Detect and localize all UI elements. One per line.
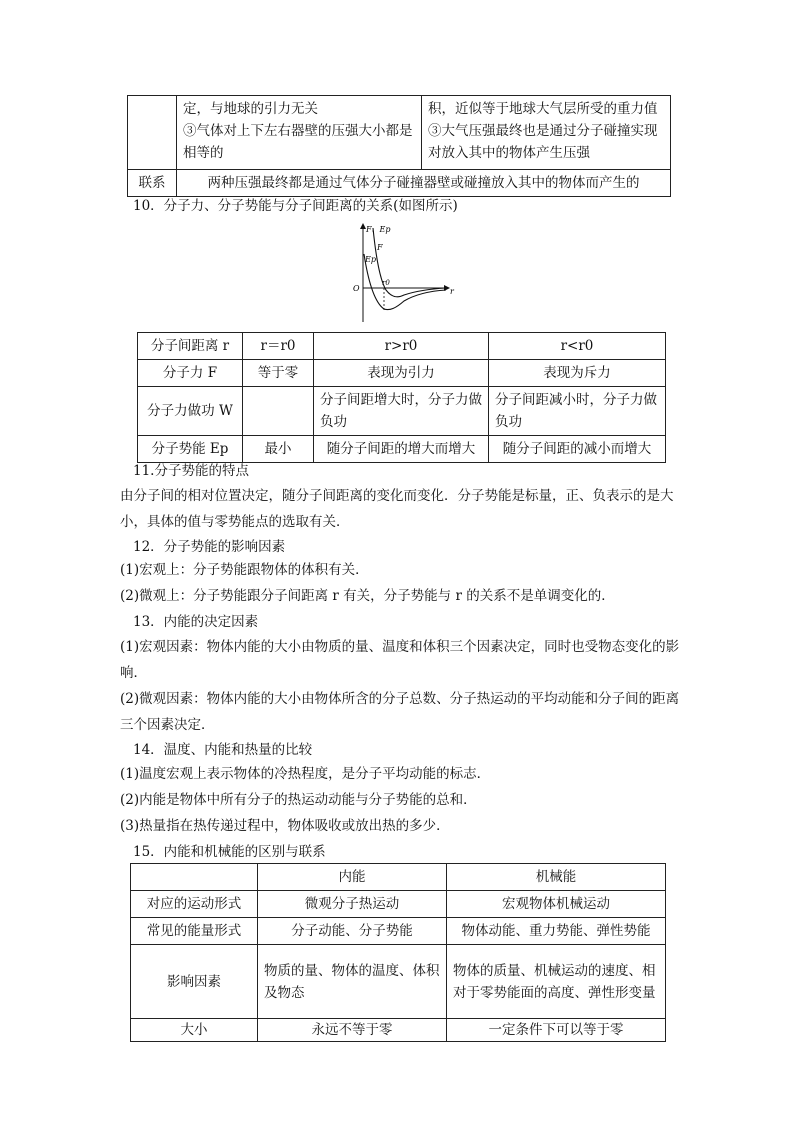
row-potential-label: 分子势能 Ep <box>138 436 243 463</box>
section-11-body <box>120 483 682 535</box>
paragraph: (2)内能是物体中所有分子的热运动动能与分子势能的总和． <box>120 792 477 808</box>
row-work-label: 分子力做功 W <box>138 387 243 436</box>
row-motion-mechanical: 宏观物体机械运动 <box>447 891 666 918</box>
row-force-label: 分子力 F <box>138 360 243 387</box>
header-internal-energy: 内能 <box>258 864 447 891</box>
row-factor-mechanical: 物体的质量、机械运动的速度、相对于零势能面的高度、弹性形变量 <box>447 945 666 1019</box>
cell-line: ③大气压强最终也是通过分子碰撞实现对放入其中的物体产生压强 <box>428 123 658 161</box>
row-form-label: 常见的能量形式 <box>131 918 258 945</box>
paragraph: 由分子间的相对位置决定，随分子间距离的变化而变化．分子势能是标量，正、负表示的是大小，具体的值与零势能点的选取有关． <box>120 488 674 530</box>
atmospheric-pressure-cell <box>422 96 671 170</box>
row-size-internal: 永远不等于零 <box>258 1019 447 1042</box>
row-potential-greater: 随分子间距的增大而增大 <box>314 436 489 463</box>
cell-line: 积，近似等于地球大气层所受的重力值 <box>428 101 658 117</box>
row-potential-equal: 最小 <box>243 436 314 463</box>
section-10-title: 10．分子力、分子势能与分子间距离的关系(如图所示) <box>133 198 458 214</box>
cell-line: 定，与地球的引力无关 <box>183 101 318 117</box>
row-motion-label: 对应的运动形式 <box>131 891 258 918</box>
row-work-greater: 分子间距增大时，分子力做负功 <box>314 387 489 436</box>
row-factor-label: 影响因素 <box>131 945 258 1019</box>
header-r-greater: r>r0 <box>314 333 489 360</box>
pressure-comparison-table <box>127 95 671 197</box>
potential-curve <box>364 254 446 310</box>
header-r-less: r<r0 <box>489 333 666 360</box>
force-potential-graph <box>346 218 456 323</box>
row-force-greater: 表现为引力 <box>314 360 489 387</box>
row-force-less: 表现为斥力 <box>489 360 666 387</box>
cell-line: ③气体对上下左右器壁的压强大小都是相等的 <box>183 123 413 161</box>
section-15-title: 15．内能和机械能的区别与联系 <box>133 844 326 860</box>
header-r-equal: r＝r0 <box>243 333 314 360</box>
r0-label: r0 <box>382 279 390 287</box>
row-form-internal: 分子动能、分子势能 <box>258 918 447 945</box>
gas-pressure-cell <box>177 96 422 170</box>
section-11-title: 11.分子势能的特点 <box>133 463 249 479</box>
header-mechanical-energy: 机械能 <box>447 864 666 891</box>
row-work-equal <box>243 387 314 436</box>
energy-comparison-table <box>130 863 666 1042</box>
paragraph: (2)微观上：分子势能跟分子间距离 r 有关，分子势能与 r 的关系不是单调变化的． <box>120 588 615 604</box>
header-empty <box>131 864 258 891</box>
row-force-equal: 等于零 <box>243 360 314 387</box>
section-13-body <box>120 634 682 738</box>
section-14-title: 14．温度、内能和热量的比较 <box>133 742 313 758</box>
origin-label: O <box>353 284 360 293</box>
row-work-less: 分子间距减小时，分子力做负功 <box>489 387 666 436</box>
row-motion-internal: 微观分子热运动 <box>258 891 447 918</box>
section-12-body <box>120 557 682 609</box>
section-13-title: 13．内能的决定因素 <box>133 614 259 630</box>
potential-label: Ep <box>365 255 376 264</box>
row-size-label: 大小 <box>131 1019 258 1042</box>
relation-label: 联系 <box>128 170 177 197</box>
row-size-mechanical: 一定条件下可以等于零 <box>447 1019 666 1042</box>
paragraph: (3)热量指在热传递过程中，物体吸收或放出热的多少． <box>120 818 450 834</box>
y-axis-label: F、Ep <box>366 225 391 234</box>
header-distance: 分子间距离 r <box>138 333 243 360</box>
relation-text: 两种压强最终都是通过气体分子碰撞器壁或碰撞放入其中的物体而产生的 <box>177 170 671 197</box>
paragraph: (1)温度宏观上表示物体的冷热程度，是分子平均动能的标志． <box>120 766 491 782</box>
force-label: F <box>377 243 383 252</box>
paragraph: (2)微观因素：物体内能的大小由物体所含的分子总数、分子热运动的平均动能和分子间的距离三个因素决定． <box>120 691 680 733</box>
row-factor-internal: 物质的量、物体的温度、体积及物态 <box>258 945 447 1019</box>
molecular-force-table <box>137 332 666 463</box>
paragraph: (1)宏观上：分子势能跟物体的体积有关． <box>120 562 369 578</box>
x-axis-label: r <box>450 287 454 296</box>
table-cell-empty <box>128 96 177 170</box>
paragraph: (1)宏观因素：物体内能的大小由物质的量、温度和体积三个因素决定，同时也受物态变化的影响． <box>120 639 680 681</box>
row-potential-less: 随分子间距的减小而增大 <box>489 436 666 463</box>
section-14-body <box>120 761 682 839</box>
section-12-title: 12．分子势能的影响因素 <box>133 539 286 555</box>
row-form-mechanical: 物体动能、重力势能、弹性势能 <box>447 918 666 945</box>
